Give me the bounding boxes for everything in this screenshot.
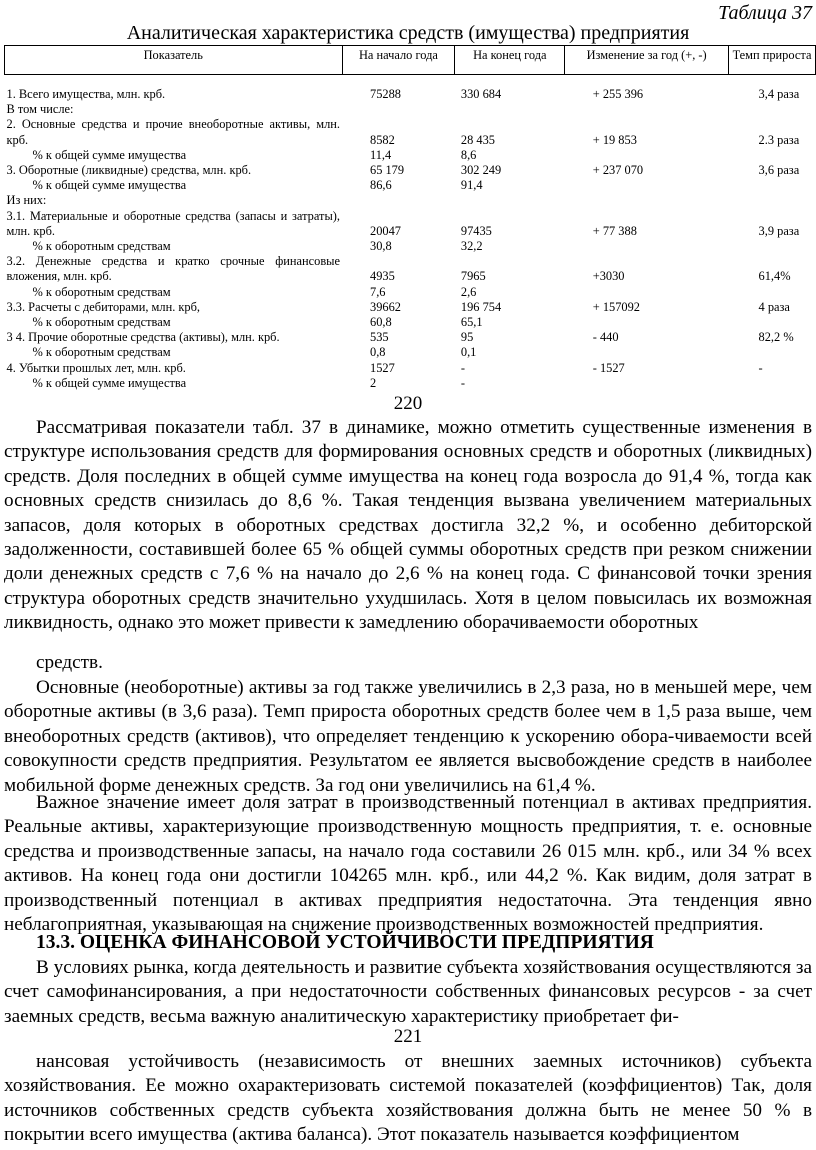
cell-indicator [5, 254, 343, 284]
cell-change [565, 239, 729, 254]
indicator-label: 3.1. Материальные и оборотные средства (запасы и затраты), млн. крб. [6, 208, 340, 238]
cell-change [565, 315, 729, 330]
cell-indicator [5, 209, 343, 239]
cell-change [565, 148, 729, 163]
cell-indicator [5, 361, 343, 376]
header-indicator: Показатель [5, 46, 343, 75]
cell-growth-rate: 2.3 раза [758, 132, 800, 147]
cell-change [565, 345, 729, 360]
cell-end-of-year: 2,6 [460, 284, 477, 299]
cell-end-of-year: 7965 [460, 269, 486, 284]
cell-indicator [5, 330, 343, 345]
cell-start-of-year: 2 [370, 375, 377, 390]
paragraph-fixed-assets [4, 676, 812, 798]
cell-end-of-year: 97435 [460, 223, 492, 238]
header-change: Изменение за год (+, -) [565, 46, 729, 75]
indicator-label: В том числе: [6, 102, 74, 117]
cell-start-of-year: 0,8 [370, 345, 386, 360]
cell-end-of-year: - [460, 360, 466, 375]
cell-change [565, 102, 729, 117]
cell-growth-rate: 4 раза [758, 299, 790, 314]
indicator-label: 2. Основные средства и прочие внеоборотные активы, млн. крб. [6, 117, 340, 147]
indicator-label: 3. Оборотные (ликвидные) средства, млн. крб. [6, 163, 252, 178]
table-row [5, 209, 816, 239]
cell-change: + 237 070 [592, 163, 644, 178]
paragraph-analysis [4, 416, 812, 636]
table-row [5, 300, 816, 315]
cell-start-of-year: 20047 [370, 223, 401, 238]
cell-end-of-year: 302 249 [460, 163, 502, 178]
table-row [5, 345, 816, 360]
table-row [5, 361, 816, 376]
cell-change: + 255 396 [592, 87, 644, 101]
section-heading: 13.3. ОЦЕНКА ФИНАНСОВОЙ УСТОЙЧИВОСТИ ПРЕДПРИЯТИЯ [36, 932, 654, 953]
table-row [5, 376, 816, 391]
cell-indicator [5, 345, 343, 360]
table-row [5, 254, 816, 284]
indicator-label: 3.3. Расчеты с дебиторами, млн. крб, [6, 299, 201, 314]
table-title: Аналитическая характеристика средств (имущества) предприятия [126, 22, 690, 44]
cell-growth-rate [729, 102, 816, 117]
paragraph-financial-stability [4, 1050, 812, 1148]
cell-indicator [5, 148, 343, 163]
cell-start-of-year: 65 179 [370, 163, 405, 178]
paragraph-production-potential [4, 791, 812, 937]
indicator-label: % к общей сумме имущества [32, 147, 187, 162]
cell-change [565, 285, 729, 300]
cell-end-of-year [455, 193, 565, 208]
cell-start-of-year: 11,4 [370, 147, 392, 162]
cell-end-of-year [455, 102, 565, 117]
indicator-label: % к общей сумме имущества [32, 178, 187, 193]
indicator-label: 3 4. Прочие оборотные средства (активы), млн. крб. [6, 330, 280, 345]
indicator-label: % к оборотным средствам [32, 239, 171, 254]
table-row [5, 163, 816, 178]
table-row [5, 193, 816, 208]
cell-change [565, 193, 729, 208]
header-start-of-year: На начало года [342, 46, 455, 75]
cell-end-of-year: 8,6 [460, 147, 477, 162]
table-number: Таблица 37 [718, 2, 812, 24]
paragraph-market-conditions [4, 956, 812, 1029]
cell-growth-rate: 61,4% [758, 269, 791, 284]
cell-indicator [5, 193, 343, 208]
cell-indicator [5, 75, 343, 103]
table-row [5, 178, 816, 193]
cell-change: + 19 853 [592, 132, 637, 147]
cell-indicator [5, 178, 343, 193]
cell-start-of-year [342, 102, 455, 117]
paragraph-continuation: средств. [36, 652, 103, 673]
cell-end-of-year: - [460, 375, 466, 390]
cell-start-of-year: 30,8 [370, 239, 392, 254]
cell-end-of-year: 91,4 [460, 178, 483, 193]
cell-growth-rate [729, 376, 816, 391]
header-growth-rate: Темп прироста [729, 46, 816, 75]
cell-end-of-year: 32,2 [460, 239, 483, 254]
cell-start-of-year: 75288 [370, 87, 401, 101]
cell-change [565, 376, 729, 391]
cell-change: - 440 [592, 330, 619, 345]
header-end-of-year: На конец года [455, 46, 565, 75]
cell-end-of-year: 95 [460, 330, 474, 345]
cell-growth-rate [729, 239, 816, 254]
cell-growth-rate [729, 315, 816, 330]
cell-indicator [5, 117, 343, 147]
indicator-label: 4. Убытки прошлых лет, млн. крб. [6, 360, 186, 375]
cell-start-of-year: 1527 [370, 360, 395, 375]
table-row [5, 117, 816, 147]
cell-end-of-year: 196 754 [460, 299, 502, 314]
cell-growth-rate [729, 193, 816, 208]
cell-growth-rate: 82,2 % [758, 330, 794, 345]
cell-growth-rate [729, 345, 816, 360]
cell-change: +3030 [592, 269, 625, 284]
page-number: 220 [393, 393, 423, 414]
indicator-label: % к оборотным средствам [32, 345, 171, 360]
indicator-label: % к общей сумме имущества [32, 375, 187, 390]
indicator-label: 3.2. Денежные средства и кратко срочные финансовые вложения, млн. крб. [6, 254, 340, 284]
cell-start-of-year: 60,8 [370, 315, 392, 330]
indicator-label: Из них: [6, 193, 47, 208]
cell-start-of-year: 39662 [370, 299, 401, 314]
paragraph-text: Рассматривая показатели табл. 37 в динамике, можно отметить существенные изменения в структуре использования средств для формирования основных средств и оборотных (ликвидных) средств. Доля последних в общей сумме имущества на конец года возросла до 91,4 %, тогда как основных средств снизилась до 8,6 %. Такая тенденция вызвана увеличением материальных запасов, доля которых в оборотных средствах достигла 32,2 %, и особенно дебиторской задолженности, составившей более 65 % общей суммы оборотных средств при резком снижении доли денежных средств с 7,6 % на начало до 2,6 % на конец года. С финансовой точки зрения структура оборотных средств значительно ухудшилась. Хотя в целом повысилась их возможная ликвидность, однако это может привести к замедлению оборачиваемости оборотных [4, 417, 812, 634]
cell-end-of-year: 28 435 [460, 132, 495, 147]
cell-growth-rate: 3,6 раза [758, 163, 800, 178]
indicator-label: % к оборотным средствам [32, 315, 171, 330]
cell-end-of-year: 0,1 [460, 345, 477, 360]
paragraph-text: нансовая устойчивость (независимость от внешних заемных источников) субъекта хозяйствования. Ее можно охарактеризовать системой показателей (коэффициентов) Так, доля источников собственных средств субъекта хозяйствования должна быть не менее 50 % в покрытии всего имущества (актива баланса). Этот показатель называется коэффициентом [4, 1051, 812, 1146]
table-row [5, 102, 816, 117]
page-number: 221 [393, 1026, 423, 1047]
cell-end-of-year: 65,1 [460, 315, 483, 330]
cell-indicator [5, 285, 343, 300]
paragraph-text: В условиях рынка, когда деятельность и развитие субъекта хозяйствования осуществляются за счет самофинансирования, а при недостаточности собственных финансовых ресурсов - за счет заемных средств, весьма важную аналитическую характеристику приобретает фи- [4, 957, 812, 1027]
indicator-label: % к оборотным средствам [32, 284, 171, 299]
cell-start-of-year [342, 193, 455, 208]
table-body [5, 75, 816, 392]
cell-indicator [5, 163, 343, 178]
cell-change [565, 178, 729, 193]
cell-start-of-year: 86,6 [370, 178, 392, 193]
cell-change: + 77 388 [592, 223, 637, 238]
cell-growth-rate: - [758, 360, 763, 375]
table-row [5, 330, 816, 345]
cell-change: + 157092 [592, 299, 640, 314]
table-row [5, 75, 816, 103]
cell-indicator [5, 300, 343, 315]
cell-growth-rate [729, 178, 816, 193]
table-row [5, 315, 816, 330]
cell-growth-rate [729, 148, 816, 163]
table-row [5, 148, 816, 163]
cell-start-of-year: 4935 [370, 269, 395, 284]
cell-start-of-year: 535 [370, 330, 389, 345]
cell-end-of-year: 330 684 [460, 87, 502, 101]
cell-growth-rate [729, 285, 816, 300]
table-row [5, 285, 816, 300]
cell-indicator [5, 102, 343, 117]
paragraph-text: Основные (необоротные) активы за год также увеличились в 2,3 раза, но в меньшей мере, чем оборотные активы (в 3,6 раза). Темп прироста оборотных средств более чем в 1,5 раза выше, чем внеоборотных средств (активов), что определяет тенденцию к ускорению обора-чиваемости всей совокупности средств предприятия. Результатом ее является высвобождение средств в наиболее мобильной форме денежных средств. За год они увеличились на 61,4 %. [4, 677, 812, 796]
table-row [5, 239, 816, 254]
cell-indicator [5, 239, 343, 254]
cell-indicator [5, 376, 343, 391]
cell-start-of-year: 8582 [370, 132, 395, 147]
cell-change: - 1527 [592, 360, 625, 375]
paragraph-text: Важное значение имеет доля затрат в производственный потенциал в активах предприятия. Реальные активы, характеризующие производственную мощность предприятия, т. е. основные средства и производственные запасы, на начало года составили 26 015 млн. крб., или 34 % всех активов. На конец года они достигли 104265 млн. крб., или 44,2 %. Как видим, доля затрат в производственный потенциал в активах предприятия недостаточна. Эта тенденция явно неблагоприятная, указывающая на снижение производственных возможностей предприятия. [4, 792, 812, 936]
cell-growth-rate: 3,9 раза [758, 223, 800, 238]
cell-indicator [5, 315, 343, 330]
table-header-row [5, 46, 816, 75]
cell-start-of-year: 7,6 [370, 284, 386, 299]
indicator-label: 1. Всего имущества, млн. крб. [6, 87, 166, 101]
assets-table [4, 45, 816, 391]
cell-growth-rate: 3,4 раза [758, 87, 800, 101]
